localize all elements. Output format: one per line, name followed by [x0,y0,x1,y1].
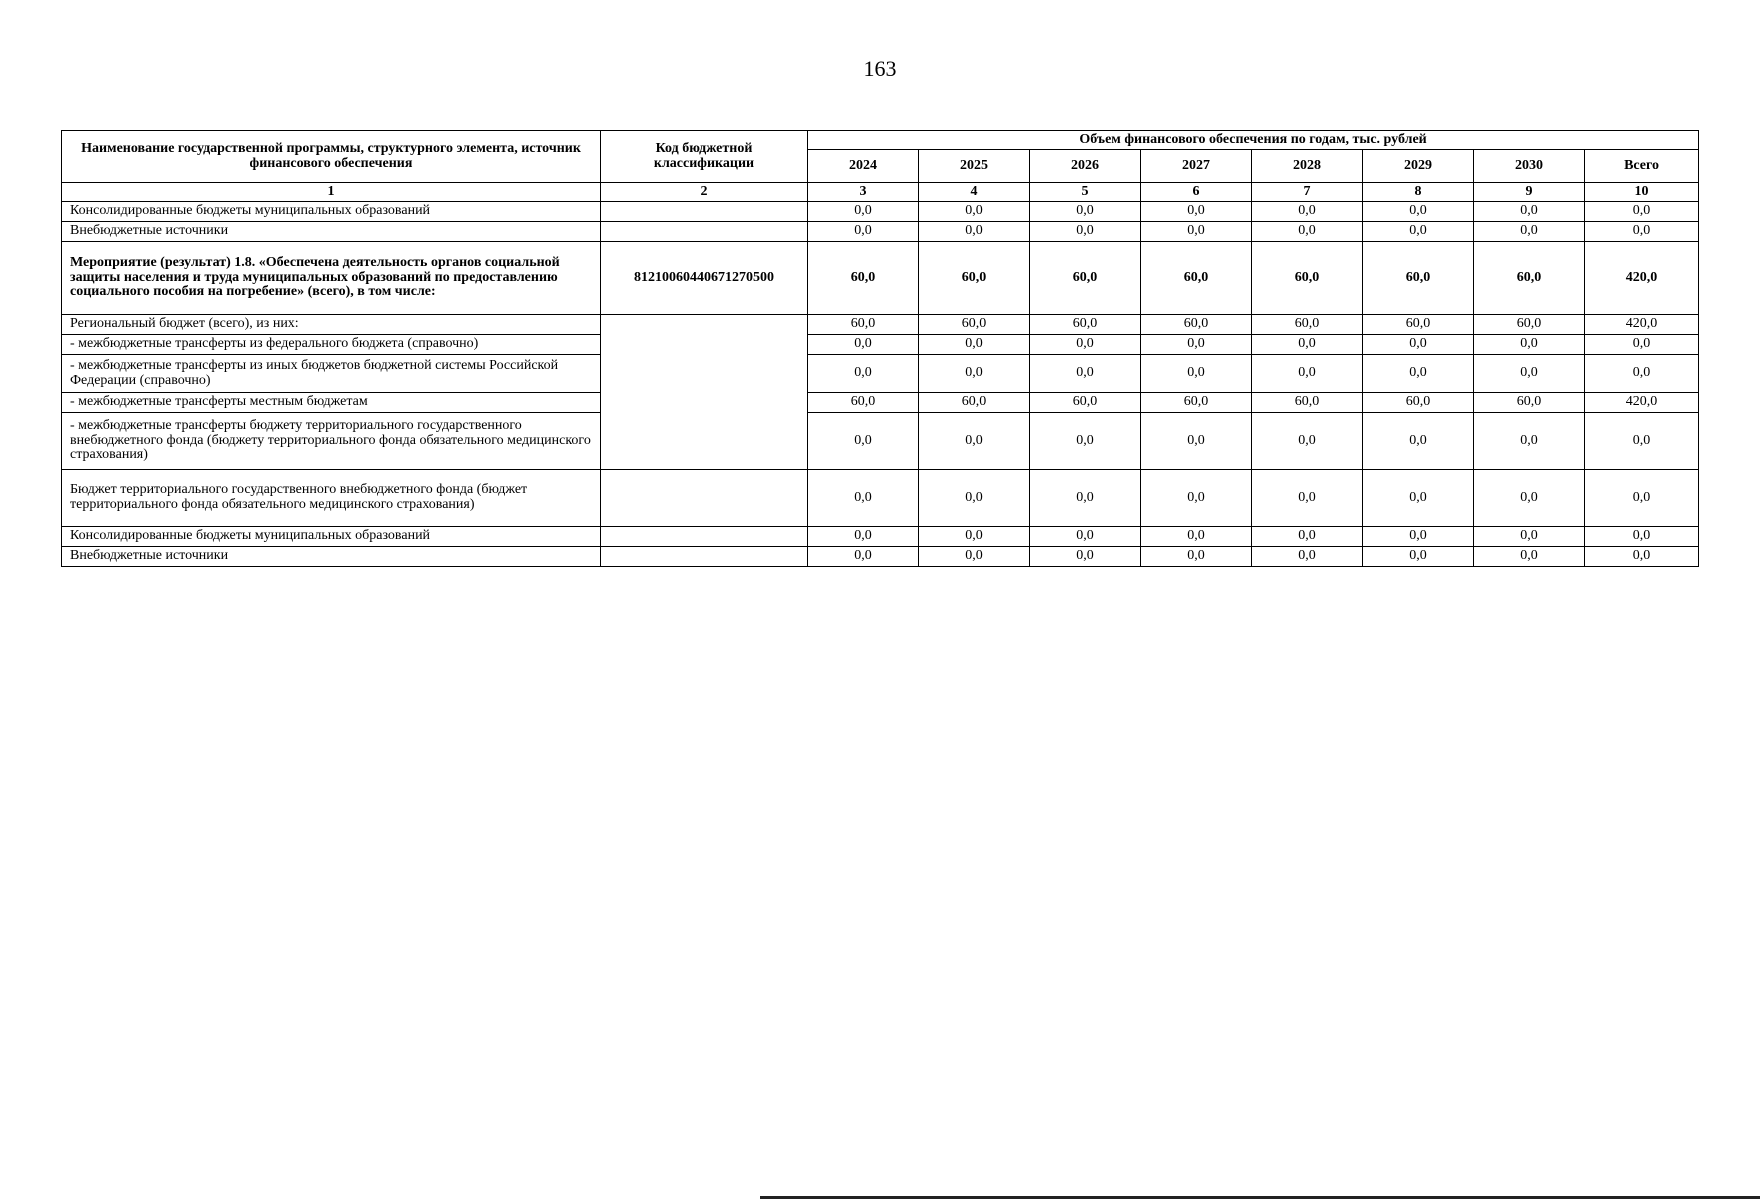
row-name: - межбюджетные трансферты из иных бюджетов бюджетной системы Российской Федерации (справочно) [62,355,601,393]
row-total: 0,0 [1585,413,1699,470]
row-value: 0,0 [919,202,1030,222]
row-total: 420,0 [1585,393,1699,413]
row-value: 0,0 [1252,335,1363,355]
row-value: 0,0 [1363,413,1474,470]
row-name: Консолидированные бюджеты муниципальных образований [62,202,601,222]
table-row [62,413,1699,470]
row-total: 420,0 [1585,242,1699,315]
row-value: 0,0 [808,547,919,567]
row-value: 0,0 [1252,222,1363,242]
header-year: 2024 [808,150,919,183]
header-year: 2027 [1141,150,1252,183]
row-value: 0,0 [1474,202,1585,222]
row-name: - межбюджетные трансферты из федерального бюджета (справочно) [62,335,601,355]
financing-table [61,130,1699,567]
row-value: 60,0 [1363,393,1474,413]
row-value: 60,0 [919,242,1030,315]
table-row [62,202,1699,222]
row-value: 0,0 [919,335,1030,355]
page-number: 163 [863,56,897,81]
row-name: Консолидированные бюджеты муниципальных образований [62,527,601,547]
header-year: 2030 [1474,150,1585,183]
row-value: 0,0 [1363,202,1474,222]
column-number-row [62,183,1699,202]
row-value: 0,0 [1030,470,1141,527]
column-number: 10 [1585,183,1699,202]
table-row [62,470,1699,527]
header-total: Всего [1585,150,1699,183]
row-value: 0,0 [1030,547,1141,567]
row-total: 0,0 [1585,222,1699,242]
row-total: 420,0 [1585,315,1699,335]
row-value: 0,0 [1474,527,1585,547]
header-year: 2025 [919,150,1030,183]
row-value: 60,0 [808,315,919,335]
table-row [62,527,1699,547]
row-value: 0,0 [808,470,919,527]
row-value: 0,0 [1141,547,1252,567]
row-code [601,470,808,527]
row-value: 60,0 [919,393,1030,413]
table-row [62,355,1699,393]
row-value: 0,0 [919,413,1030,470]
table-row [62,315,1699,335]
row-value: 0,0 [808,527,919,547]
table-row [62,393,1699,413]
event-row [62,242,1699,315]
row-value: 60,0 [1030,242,1141,315]
row-value: 0,0 [1141,202,1252,222]
page-bottom-rule [760,1196,1760,1199]
row-value: 60,0 [1030,315,1141,335]
row-total: 0,0 [1585,527,1699,547]
row-value: 60,0 [1030,393,1141,413]
column-number: 8 [1363,183,1474,202]
header-row-1 [62,131,1699,150]
column-number: 3 [808,183,919,202]
table-row [62,335,1699,355]
row-name: Внебюджетные источники [62,222,601,242]
row-value: 60,0 [808,242,919,315]
row-value: 60,0 [919,315,1030,335]
row-value: 0,0 [1474,222,1585,242]
row-total: 0,0 [1585,355,1699,393]
row-value: 0,0 [1030,413,1141,470]
row-value: 60,0 [1252,393,1363,413]
table-row [62,222,1699,242]
row-value: 0,0 [1363,355,1474,393]
row-code-merged [601,315,808,470]
row-code [601,547,808,567]
row-value: 0,0 [919,470,1030,527]
row-value: 0,0 [1141,470,1252,527]
row-value: 0,0 [808,222,919,242]
row-value: 60,0 [1363,315,1474,335]
row-value: 0,0 [919,547,1030,567]
row-value: 60,0 [1474,242,1585,315]
row-value: 0,0 [1252,355,1363,393]
row-value: 60,0 [1474,315,1585,335]
row-name: - межбюджетные трансферты местным бюджетам [62,393,601,413]
row-total: 0,0 [1585,547,1699,567]
row-value: 0,0 [1363,547,1474,567]
row-value: 0,0 [1141,335,1252,355]
row-value: 0,0 [1141,355,1252,393]
header-name: Наименование государственной программы, структурного элемента, источник финансового обеспечения [62,131,601,183]
row-value: 0,0 [808,335,919,355]
row-name: - межбюджетные трансферты бюджету территориального государственного внебюджетного фонда (бюджету территориального фонда обязательного медицинского страхования) [62,413,601,470]
row-value: 0,0 [919,527,1030,547]
row-value: 0,0 [1363,527,1474,547]
row-value: 0,0 [1363,335,1474,355]
row-value: 0,0 [1030,355,1141,393]
row-value: 0,0 [1252,470,1363,527]
row-name: Бюджет территориального государственного внебюджетного фонда (бюджет территориального фонда обязательного медицинского страхования) [62,470,601,527]
column-number: 5 [1030,183,1141,202]
column-number: 4 [919,183,1030,202]
row-value: 0,0 [1474,547,1585,567]
row-value: 0,0 [1474,470,1585,527]
row-total: 0,0 [1585,335,1699,355]
column-number: 9 [1474,183,1585,202]
row-value: 0,0 [1363,470,1474,527]
row-value: 0,0 [1252,547,1363,567]
row-value: 0,0 [919,222,1030,242]
header-year: 2026 [1030,150,1141,183]
row-value: 0,0 [1474,355,1585,393]
row-name: Внебюджетные источники [62,547,601,567]
row-value: 0,0 [808,202,919,222]
row-value: 60,0 [1141,393,1252,413]
header-year: 2028 [1252,150,1363,183]
row-value: 60,0 [1141,242,1252,315]
row-code [601,527,808,547]
column-number: 6 [1141,183,1252,202]
table-row [62,547,1699,567]
header-year: 2029 [1363,150,1474,183]
row-name: Региональный бюджет (всего), из них: [62,315,601,335]
row-value: 0,0 [919,355,1030,393]
row-value: 0,0 [1252,413,1363,470]
header-code: Код бюджетной классификации [601,131,808,183]
row-value: 0,0 [1252,527,1363,547]
row-value: 0,0 [1030,202,1141,222]
row-value: 0,0 [1030,527,1141,547]
row-value: 0,0 [1030,335,1141,355]
header-volume: Объем финансового обеспечения по годам, тыс. рублей [808,131,1699,150]
row-value: 60,0 [808,393,919,413]
row-code [601,222,808,242]
row-value: 0,0 [1141,527,1252,547]
row-value: 0,0 [1474,335,1585,355]
row-value: 60,0 [1363,242,1474,315]
row-value: 0,0 [808,355,919,393]
column-number: 2 [601,183,808,202]
row-value: 0,0 [1252,202,1363,222]
column-number: 7 [1252,183,1363,202]
row-value: 0,0 [1363,222,1474,242]
row-total: 0,0 [1585,202,1699,222]
column-number: 1 [62,183,601,202]
row-value: 0,0 [1474,413,1585,470]
row-value: 0,0 [1030,222,1141,242]
row-value: 0,0 [808,413,919,470]
row-name: Мероприятие (результат) 1.8. «Обеспечена деятельность органов социальной защиты населения и труда муниципальных образований по предоставлению социального пособия на погребение» (всего), в том числе: [62,242,601,315]
row-value: 60,0 [1474,393,1585,413]
row-value: 0,0 [1141,222,1252,242]
row-code: 81210060440671270500 [601,242,808,315]
row-value: 60,0 [1141,315,1252,335]
row-code [601,202,808,222]
row-value: 0,0 [1141,413,1252,470]
row-total: 0,0 [1585,470,1699,527]
row-value: 60,0 [1252,315,1363,335]
row-value: 60,0 [1252,242,1363,315]
